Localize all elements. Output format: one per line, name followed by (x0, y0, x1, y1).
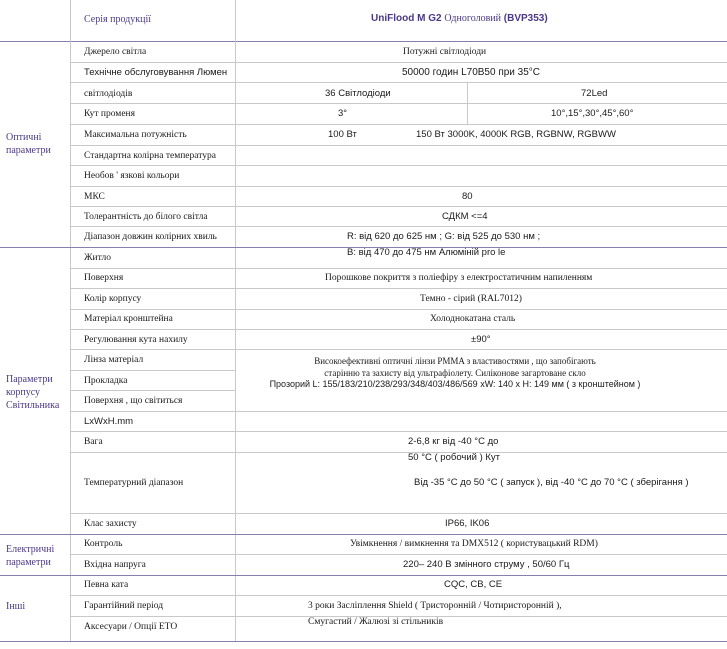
row-label: Лінза матеріал (84, 355, 144, 365)
row-label: Аксесуари / Опції ЕТО (84, 622, 178, 632)
row-label: Контроль (84, 539, 123, 549)
divider (70, 124, 727, 125)
value-body-color: Темно - сірий (RAL7012) (420, 294, 522, 304)
value-max-power-b: 150 Вт 3000K, 4000K RGB, RGBNW, RGBWW (416, 129, 616, 140)
divider (70, 186, 727, 187)
row-label: Вага (84, 437, 103, 447)
divider (70, 452, 727, 453)
value-input-voltage: 220– 240 В змінного струму , 50/60 Гц (403, 559, 570, 570)
divider (70, 226, 727, 227)
value-warranty: 3 роки Засліплення Shield ( Тристоронній / Чотиристоронній ), (308, 601, 562, 611)
row-label: Вхідна напруга (84, 560, 146, 570)
row-label: Температурний діапазон (84, 478, 184, 488)
divider (70, 103, 727, 104)
row-label: Необов ' язкові кольори (84, 171, 180, 181)
lens-line2: старінню та захисту від ультрафіолету. Силіконове загартоване скло (324, 367, 586, 378)
divider (70, 309, 727, 310)
divider (70, 349, 727, 350)
divider (467, 83, 468, 125)
row-label: Житло (84, 253, 112, 263)
divider (0, 575, 727, 576)
divider (70, 513, 727, 514)
value-weight: 2-6,8 кг від -40 °C до (408, 436, 499, 447)
row-label: Діапазон довжин колірних хвиль (84, 232, 217, 242)
divider (70, 82, 727, 83)
divider (70, 431, 727, 432)
product-code: (BVP353) (503, 13, 548, 24)
divider (235, 0, 236, 642)
series-label: Серія продукції (84, 14, 152, 25)
lens-line3: Прозорий L: 155/183/210/238/293/348/403/486/569 xW: 140 x H: 149 мм ( з кронштейном ) (269, 379, 641, 389)
divider (70, 554, 727, 555)
divider (70, 268, 727, 269)
value-max-power-a: 100 Вт (328, 129, 357, 140)
divider (0, 534, 727, 535)
value-certification: CQC, CB, CE (444, 579, 503, 590)
lens-material-block (260, 356, 650, 391)
divider (70, 145, 727, 146)
value-beam-angle-b: 10°,15°,30°,45°,60° (551, 108, 634, 119)
row-label: Толерантність до білого світла (84, 212, 208, 222)
divider (70, 0, 71, 642)
value-cri: 80 (462, 191, 473, 202)
divider (0, 641, 727, 642)
value-bracket-material: Холоднокатана сталь (430, 314, 516, 324)
value-protection: IP66, IK06 (445, 518, 490, 529)
row-label: МКС (84, 192, 105, 202)
divider (70, 329, 727, 330)
row-label: Технічне обслуговування Люмен (84, 67, 228, 78)
value-tilt-adjustment: ±90° (471, 334, 491, 345)
divider (70, 595, 727, 596)
row-label: Певна ката (84, 580, 129, 590)
category-electrical: Електричні параметри (6, 544, 55, 568)
value-control: Увімкнення / вимкнення та DMX512 ( користувацький RDM) (350, 539, 598, 549)
value-surface: Порошкове покриття з поліефіру з електростатичним напиленням (325, 273, 593, 283)
value-wavelength-line2: B: від 470 до 475 нм Алюміній pro le (347, 247, 506, 258)
category-other: Інші (6, 601, 26, 612)
product-type: Одноголовий (444, 13, 501, 24)
value-wavelength-line1: R: від 620 до 625 нм ; G: від 525 до 530 нм ; (347, 231, 541, 242)
row-label: Клас захисту (84, 519, 137, 529)
product-name: UniFlood M G2 (371, 13, 442, 24)
divider (70, 370, 235, 371)
row-label: Колір корпусу (84, 294, 142, 304)
row-label: Стандартна колірна температура (84, 151, 216, 161)
divider (70, 165, 727, 166)
value-led-count-b: 72Led (581, 88, 608, 99)
row-label: Матеріал кронштейна (84, 314, 173, 324)
row-label: світлодіодів (84, 89, 133, 99)
row-label: Поверхня , що світиться (84, 396, 183, 406)
value-accessories: Смугастий / Жалюзі зі стільників (308, 617, 444, 627)
value-white-tolerance: СДКМ <=4 (442, 211, 488, 222)
value-light-source: Потужні світлодіоди (403, 47, 487, 57)
divider (70, 206, 727, 207)
value-temp-range-line2: Від -35 °C до 50 °C ( запуск ), від -40 °C до 70 °C ( зберігання ) (414, 477, 689, 488)
row-label: Гарантійний період (84, 601, 164, 611)
category-optical: Оптичні параметри (6, 132, 51, 156)
value-temp-range-line1: 50 °C ( робочий ) Кут (408, 452, 501, 463)
row-label: Поверхня (84, 273, 124, 283)
value-beam-angle-a: 3° (338, 108, 348, 119)
divider (70, 411, 727, 412)
divider (70, 62, 727, 63)
row-label: Прокладка (84, 376, 128, 386)
divider (0, 41, 727, 42)
value-led-count-a: 36 Світлодіоди (325, 88, 391, 99)
product-title (371, 13, 548, 25)
row-label: Джерело світла (84, 47, 147, 57)
value-lumen-maintenance: 50000 годин L70B50 при 35°C (402, 67, 541, 78)
row-label: Кут променя (84, 109, 135, 119)
divider (70, 390, 235, 391)
category-body: Параметри корпусу Світильника (6, 374, 60, 411)
row-label: Регулювання кута нахилу (84, 335, 188, 345)
row-label: LxWxH.mm (84, 416, 134, 427)
lens-line1: Високоефективні оптичні лінзи PMMA з властивостями , що запобігають (314, 356, 596, 366)
row-label: Максимальна потужність (84, 130, 187, 140)
divider (70, 288, 727, 289)
